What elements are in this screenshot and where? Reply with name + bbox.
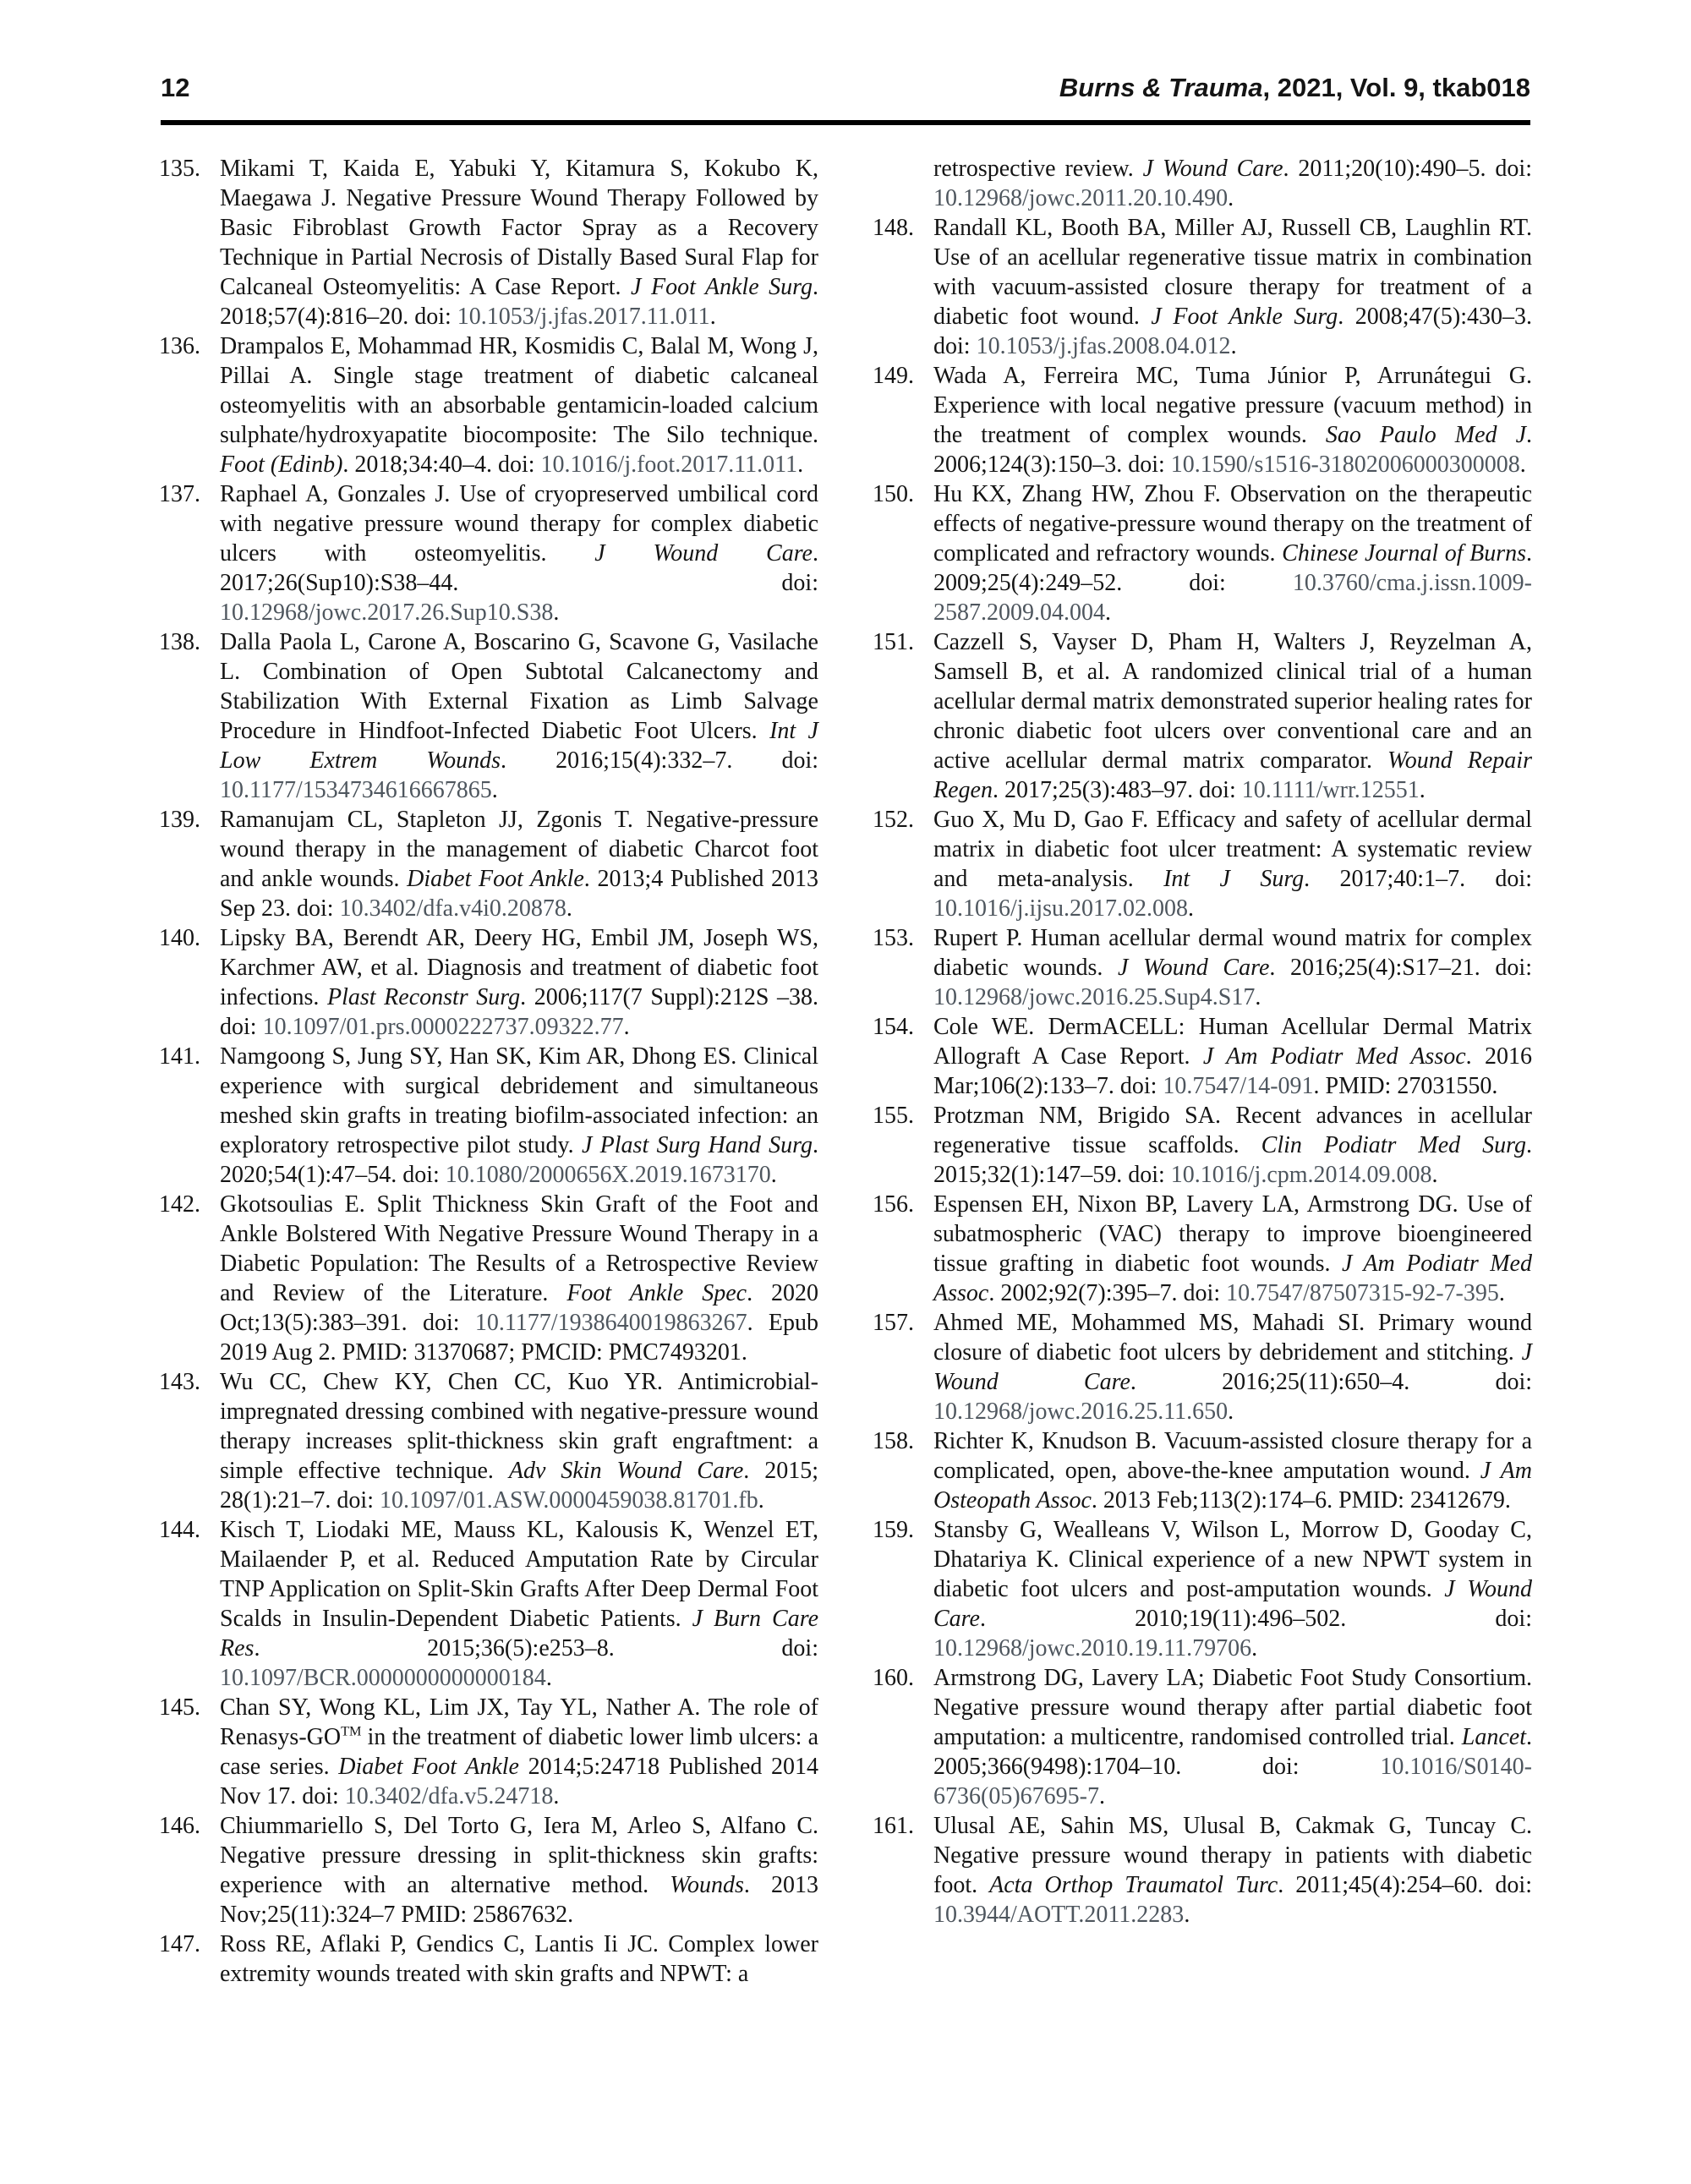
reference-segment: . 2008;47(5):430–3. doi: <box>933 304 1532 359</box>
reference-text <box>933 1515 1532 1663</box>
reference-segment: . <box>1098 1783 1105 1809</box>
journal-name: Lancet <box>1461 1724 1526 1750</box>
journal-name: Diabet Foot Ankle <box>338 1754 519 1780</box>
reference-segment: Ramanujam CL, Stapleton JJ, Zgonis T. Negative-pressure wound therapy in the management of diabetic Charcot foot and ankle wounds. <box>220 807 818 892</box>
journal-name: Int J Surg <box>1163 866 1305 892</box>
reference-segment: . <box>1188 895 1195 922</box>
journal-citation-info: , 2021, Vol. 9, tkab018 <box>1262 73 1530 102</box>
reference-item <box>873 923 1532 1012</box>
journal-name: J Wound Care <box>933 1576 1532 1632</box>
journal-name: Chinese Journal of Burns <box>1282 540 1526 567</box>
reference-segment: Kisch T, Liodaki ME, Mauss KL, Kalousis K, Wenzel ET, Mailaender P, et al. Reduced Amputation Rate by Circular TNP Application on Split-Skin Grafts After Deep Dermal Foot Scalds in Insulin-Dependent Diabetic Patients. <box>220 1517 818 1632</box>
reference-segment: Ahmed ME, Mohammed MS, Mahadi SI. Primary wound closure of diabetic foot ulcers by debridement and stitching. <box>933 1310 1532 1366</box>
journal-name: Int J Low Extrem Wounds <box>220 718 818 774</box>
reference-segment: Lipsky BA, Berendt AR, Deery HG, Embil JM, Joseph WS, Karchmer AW, et al. Diagnosis and treatment of diabetic foot infections. <box>220 925 818 1010</box>
reference-text <box>933 361 1532 479</box>
reference-segment: . <box>1105 599 1111 626</box>
reference-text <box>933 1426 1532 1515</box>
reference-segment: . 2010;19(11):496–502. doi: <box>979 1606 1532 1632</box>
running-head <box>1059 73 1530 103</box>
doi-link[interactable]: 10.1097/01.prs.0000222737.09322.77 <box>262 1014 624 1040</box>
reference-number: 154. <box>873 1014 914 1040</box>
reference-item <box>159 1190 818 1367</box>
reference-segment: . <box>1228 1399 1234 1425</box>
reference-text <box>933 1190 1532 1308</box>
reference-text <box>933 1308 1532 1426</box>
reference-item <box>873 805 1532 923</box>
reference-segment: . PMID: 27031550. <box>1313 1073 1498 1099</box>
reference-number: 152. <box>873 807 914 833</box>
reference-text <box>933 154 1532 213</box>
reference-text <box>220 1190 818 1367</box>
reference-segment: . <box>797 452 804 478</box>
reference-item <box>873 1663 1532 1811</box>
reference-text <box>220 1693 818 1811</box>
reference-number: 139. <box>159 807 200 833</box>
reference-number: 150. <box>873 481 914 507</box>
reference-text <box>933 923 1532 1012</box>
doi-link[interactable]: 10.1053/j.jfas.2008.04.012 <box>976 333 1231 359</box>
journal-title: Burns & Trauma <box>1059 73 1263 102</box>
reference-item <box>873 1811 1532 1929</box>
reference-segment: . 2020;54(1):47–54. doi: <box>220 1132 818 1188</box>
doi-link[interactable]: 10.3402/dfa.v4i0.20878 <box>339 895 566 922</box>
reference-columns <box>0 125 1691 1989</box>
doi-link[interactable]: 10.3760/cma.j.issn.1009-2587.2009.04.004 <box>933 570 1532 626</box>
doi-link[interactable]: 10.3944/AOTT.2011.2283 <box>933 1902 1185 1928</box>
doi-link[interactable]: 10.1016/S0140-6736(05)67695-7 <box>933 1754 1532 1809</box>
reference-segment: . <box>1431 1162 1438 1188</box>
reference-text <box>220 479 818 627</box>
doi-link[interactable]: 10.7547/14-091 <box>1163 1073 1314 1099</box>
reference-segment: . 2018;34:40–4. doi: <box>342 452 541 478</box>
reference-text <box>220 1929 818 1989</box>
reference-segment: Ross RE, Aflaki P, Gendics C, Lantis Ii JC. Complex lower extremity wounds treated with skin grafts and NPWT: a <box>220 1931 818 1987</box>
reference-segment: Stansby G, Wealleans V, Wilson L, Morrow D, Gooday C, Dhatariya K. Clinical experience of a new NPWT system in diabetic foot ulcers and post-amputation wounds. <box>933 1517 1532 1602</box>
reference-number: 145. <box>159 1694 200 1721</box>
reference-segment: Namgoong S, Jung SY, Han SK, Kim AR, Dhong ES. Clinical experience with surgical debridement and simultaneous meshed skin grafts in treating biofilm-associated infection: an exploratory retrospective pilot study. <box>220 1043 818 1158</box>
journal-name: Foot Ankle Spec <box>566 1280 747 1306</box>
reference-text <box>933 1811 1532 1929</box>
reference-item <box>159 154 818 331</box>
doi-link[interactable]: 10.1080/2000656X.2019.1673170 <box>445 1162 771 1188</box>
reference-segment: retrospective review. <box>933 156 1143 182</box>
doi-link[interactable]: 10.12968/jowc.2011.20.10.490 <box>933 185 1229 211</box>
reference-segment: Dalla Paola L, Carone A, Boscarino G, Scavone G, Vasilache L. Combination of Open Subtotal Calcanectomy and Stabilization With External Fixation as Limb Salvage Procedure in Hindfoot-Infected Diabetic Foot Ulcers. <box>220 629 818 744</box>
doi-link[interactable]: 10.1016/j.foot.2017.11.011 <box>540 452 798 478</box>
reference-segment: . <box>553 599 560 626</box>
reference-segment: Drampalos E, Mohammad HR, Kosmidis C, Balal M, Wong J, Pillai A. Single stage treatment of diabetic calcaneal osteomyelitis with an absorbable gentamicin-loaded calcium sulphate/hydroxyapatite biocomposite: The Silo technique. <box>220 333 818 448</box>
reference-text <box>220 1042 818 1190</box>
page-number: 12 <box>161 73 190 102</box>
reference-item <box>159 1811 818 1929</box>
reference-segment: . 2016 Mar;106(2):133–7. doi: <box>933 1043 1533 1099</box>
reference-number: 135. <box>159 156 200 182</box>
reference-item <box>873 1515 1532 1663</box>
reference-item <box>873 213 1532 361</box>
reference-segment: . <box>1228 185 1234 211</box>
reference-segment: . <box>758 1487 764 1513</box>
reference-segment: Guo X, Mu D, Gao F. Efficacy and safety of acellular dermal matrix in diabetic foot ulcer treatment: A systematic review and meta-analysis. <box>933 807 1532 892</box>
reference-text <box>933 627 1532 805</box>
journal-name: Plast Reconstr Surg <box>327 984 521 1010</box>
doi-link[interactable]: 10.12968/jowc.2016.25.11.650 <box>933 1399 1229 1425</box>
journal-name: J Foot Ankle Surg <box>1151 304 1338 330</box>
reference-segment: Gkotsoulias E. Split Thickness Skin Graft of the Foot and Ankle Bolstered With Negative Pressure Wound Therapy in a Diabetic Population: The Results of a Retrospective Review and Review of the Literature. <box>220 1191 818 1306</box>
reference-segment: . <box>1419 777 1426 803</box>
reference-number: 146. <box>159 1813 200 1839</box>
reference-text <box>220 1811 818 1929</box>
reference-text <box>933 479 1532 627</box>
reference-item <box>873 1426 1532 1515</box>
reference-text <box>933 805 1532 923</box>
reference-segment: . 2016;25(11):650–4. doi: <box>1130 1369 1532 1395</box>
reference-segment: . <box>553 1783 560 1809</box>
reference-segment: . 2005;366(9498):1704–10. doi: <box>933 1724 1532 1780</box>
reference-item <box>873 1101 1532 1190</box>
reference-item <box>159 479 818 627</box>
journal-name: Foot (Edinb) <box>220 452 343 478</box>
journal-name: J Wound Care <box>933 1339 1532 1395</box>
reference-segment: Espensen EH, Nixon BP, Lavery LA, Armstrong DG. Use of subatmospheric (VAC) therapy to improve bioengineered tissue grafting in diabetic foot wounds. <box>933 1191 1532 1277</box>
reference-segment: . 2015;36(5):e253–8. doi: <box>254 1635 818 1661</box>
reference-item <box>159 1367 818 1515</box>
journal-name: J Am Osteopath Assoc <box>933 1458 1532 1513</box>
reference-text <box>220 1515 818 1693</box>
reference-segment: . <box>770 1162 777 1188</box>
reference-segment: . 2013 Nov;25(11):324–7 PMID: 25867632. <box>220 1872 818 1928</box>
reference-segment: . <box>1498 1280 1505 1306</box>
reference-segment: . Epub 2019 Aug 2. PMID: 31370687; PMCID: PMC7493201. <box>220 1310 818 1366</box>
reference-item <box>873 1190 1532 1308</box>
reference-segment: . <box>545 1665 552 1691</box>
journal-name: Wounds <box>670 1872 744 1898</box>
reference-number: 138. <box>159 629 200 655</box>
reference-number: 155. <box>873 1103 914 1129</box>
journal-name: Sao Paulo Med J <box>1325 422 1526 448</box>
references-left-column <box>159 154 818 1989</box>
doi-link[interactable]: 10.1016/j.cpm.2014.09.008 <box>1170 1162 1432 1188</box>
reference-text <box>933 1663 1532 1811</box>
doi-link[interactable]: 10.1097/BCR.0000000000000184 <box>220 1665 546 1691</box>
doi-link[interactable]: 10.1590/s1516-31802006000300008 <box>1170 452 1520 478</box>
reference-segment: . 2013;4 Published 2013 Sep 23. doi: <box>220 866 818 922</box>
reference-item <box>159 805 818 923</box>
journal-name: J Foot Ankle Surg <box>631 274 813 300</box>
reference-segment: . 2016;15(4):332–7. doi: <box>500 747 819 774</box>
reference-number: 149. <box>873 363 914 389</box>
journal-name: Wound Repair Regen <box>933 747 1532 803</box>
reference-item <box>873 627 1532 805</box>
reference-number: 153. <box>873 925 914 951</box>
reference-segment: . <box>491 777 498 803</box>
reference-segment: . 2006;124(3):150–3. doi: <box>933 422 1532 478</box>
reference-item <box>159 923 818 1042</box>
reference-segment: . 2013 Feb;113(2):174–6. PMID: 23412679. <box>1091 1487 1511 1513</box>
reference-number: 151. <box>873 629 914 655</box>
reference-text <box>933 213 1532 361</box>
journal-name: J Wound Care <box>1118 955 1270 981</box>
reference-item <box>159 1929 818 1989</box>
doi-link[interactable]: 10.12968/jowc.2017.26.Sup10.S38 <box>220 599 554 626</box>
reference-segment: Ulusal AE, Sahin MS, Ulusal B, Cakmak G, Tuncay C. Negative pressure wound therapy in patients with diabetic foot. <box>933 1813 1532 1898</box>
reference-segment: . 2011;45(4):254–60. doi: <box>1278 1872 1532 1898</box>
reference-segment: Chan SY, Wong KL, Lim JX, Tay YL, Nather A. The role of Renasys-GO <box>220 1694 818 1750</box>
reference-number: 159. <box>873 1517 914 1543</box>
reference-segment: Protzman NM, Brigido SA. Recent advances in acellular regenerative tissue scaffolds. <box>933 1103 1532 1158</box>
journal-name: Adv Skin Wound Care <box>508 1458 744 1484</box>
reference-segment: Wada A, Ferreira MC, Tuma Júnior P, Arrunátegui G. Experience with local negative pressure (vacuum method) in the treatment of complex wounds. <box>933 363 1532 448</box>
reference-segment: . <box>566 895 572 922</box>
reference-number: 144. <box>159 1517 200 1543</box>
reference-segment: Chiummariello S, Del Torto G, Iera M, Arleo S, Alfano C. Negative pressure dressing in split-thickness skin grafts: experience with an alternative method. <box>220 1813 818 1898</box>
reference-text <box>220 805 818 923</box>
reference-segment: Cazzell S, Vayser D, Pham H, Walters J, Reyzelman A, Samsell B, et al. A randomized clinical trial of a human acellular dermal matrix demonstrated superior healing rates for chronic diabetic foot ulcers over conventional care and an active acellular dermal matrix comparator. <box>933 629 1532 774</box>
reference-segment: Mikami T, Kaida E, Yabuki Y, Kitamura S, Kokubo K, Maegawa J. Negative Pressure Wound Therapy Followed by Basic Fibroblast Growth Factor Spray as a Recovery Technique in Partial Necrosis of Distally Based Sural Flap for Calcaneal Osteomyelitis: A Case Report. <box>220 156 818 300</box>
reference-segment: Armstrong DG, Lavery LA; Diabetic Foot Study Consortium. Negative pressure wound therapy after partial diabetic foot amputation: a multicentre, randomised controlled trial. <box>933 1665 1532 1750</box>
reference-number: 160. <box>873 1665 914 1691</box>
reference-segment: . 2020 Oct;13(5):383–391. doi: <box>220 1280 818 1336</box>
journal-name: Clin Podiatr Med Surg <box>1261 1132 1526 1158</box>
reference-item <box>873 479 1532 627</box>
reference-text <box>220 627 818 805</box>
reference-segment: . 2017;26(Sup10):S38–44. doi: <box>220 540 818 596</box>
reference-number: 161. <box>873 1813 914 1839</box>
reference-segment: . <box>1255 984 1261 1010</box>
reference-number: 143. <box>159 1369 200 1395</box>
reference-segment: . 2018;57(4):816–20. doi: <box>220 274 818 330</box>
reference-segment: Hu KX, Zhang HW, Zhou F. Observation on the therapeutic effects of negative-pressure wound therapy on the treatment of complicated and refractory wounds. <box>933 481 1532 567</box>
reference-item <box>159 1042 818 1190</box>
reference-segment: . 2017;40:1–7. doi: <box>1304 866 1532 892</box>
reference-item <box>159 331 818 479</box>
reference-segment: . <box>1184 1902 1190 1928</box>
reference-number: 147. <box>159 1931 200 1957</box>
reference-segment: . 2002;92(7):395–7. doi: <box>988 1280 1227 1306</box>
doi-link[interactable]: 10.7547/87507315-92-7-395 <box>1226 1280 1499 1306</box>
reference-text <box>220 154 818 331</box>
reference-segment: . <box>1251 1635 1258 1661</box>
reference-segment: . 2011;20(10):490–5. doi: <box>1283 156 1532 182</box>
reference-segment: . 2009;25(4):249–52. doi: <box>933 540 1532 596</box>
journal-name: Acta Orthop Traumatol Turc <box>989 1872 1278 1898</box>
reference-text <box>220 331 818 479</box>
doi-link[interactable]: 10.12968/jowc.2016.25.Sup4.S17 <box>933 984 1256 1010</box>
doi-link[interactable]: 10.1097/01.ASW.0000459038.81701.fb <box>380 1487 758 1513</box>
doi-link[interactable]: 10.3402/dfa.v5.24718 <box>344 1783 554 1809</box>
journal-name: J Wound Care <box>594 540 813 567</box>
reference-item <box>873 361 1532 479</box>
reference-number: 158. <box>873 1428 914 1454</box>
reference-segment: Cole WE. DermACELL: Human Acellular Dermal Matrix Allograft A Case Report. <box>933 1014 1532 1070</box>
reference-segment: . <box>1519 452 1526 478</box>
reference-text <box>933 1012 1532 1101</box>
journal-name: J Burn Care Res <box>220 1606 818 1661</box>
doi-link[interactable]: 10.1053/j.jfas.2017.11.011 <box>457 304 710 330</box>
journal-name: J Wound Care <box>1142 156 1283 182</box>
reference-item <box>159 1515 818 1693</box>
reference-number: 136. <box>159 333 200 359</box>
reference-text <box>933 1101 1532 1190</box>
reference-number: 142. <box>159 1191 200 1218</box>
doi-link[interactable]: 10.1177/1534734616667865 <box>220 777 492 803</box>
journal-name: J Plast Surg Hand Surg <box>581 1132 813 1158</box>
reference-segment: Wu CC, Chew KY, Chen CC, Kuo YR. Antimicrobial-impregnated dressing combined with negative-pressure wound therapy increases split-thickness skin graft engraftment: a simple effective technique. <box>220 1369 818 1484</box>
reference-segment: . 2016;25(4):S17–21. doi: <box>1269 955 1532 981</box>
page-header <box>0 0 1691 103</box>
reference-number: 137. <box>159 481 200 507</box>
reference-text <box>220 1367 818 1515</box>
references-right-column <box>873 154 1532 1989</box>
reference-segment: in the treatment of diabetic lower limb ulcers: a case series. <box>220 1724 818 1780</box>
trademark-symbol: TM <box>341 1723 362 1739</box>
reference-segment: Raphael A, Gonzales J. Use of cryopreserved umbilical cord with negative pressure wound therapy for complex diabetic ulcers with osteomyelitis. <box>220 481 818 567</box>
reference-item <box>873 1012 1532 1101</box>
reference-number: 140. <box>159 925 200 951</box>
doi-link[interactable]: 10.1016/j.ijsu.2017.02.008 <box>933 895 1189 922</box>
journal-name: J Am Podiatr Med Assoc <box>933 1251 1532 1306</box>
doi-link[interactable]: 10.12968/jowc.2010.19.11.79706 <box>933 1635 1252 1661</box>
reference-segment: Rupert P. Human acellular dermal wound matrix for complex diabetic wounds. <box>933 925 1532 981</box>
reference-item <box>159 1693 818 1811</box>
doi-link[interactable]: 10.1111/wrr.12551 <box>1241 777 1420 803</box>
reference-item <box>873 1308 1532 1426</box>
journal-name: J Am Podiatr Med Assoc <box>1202 1043 1466 1070</box>
reference-segment: . 2017;25(3):483–97. doi: <box>992 777 1242 803</box>
doi-link[interactable]: 10.1177/1938640019863267 <box>474 1310 747 1336</box>
journal-name: Diabet Foot Ankle <box>407 866 584 892</box>
reference-segment: 2014;5:24718 Published 2014 Nov 17. doi: <box>220 1754 818 1809</box>
reference-segment: . 2015;32(1):147–59. doi: <box>933 1132 1532 1188</box>
reference-number: 141. <box>159 1043 200 1070</box>
reference-segment: Randall KL, Booth BA, Miller AJ, Russell CB, Laughlin RT. Use of an acellular regenerative tissue matrix in combination with vacuum-assisted closure therapy for treatment of a diabetic foot wound. <box>933 215 1532 330</box>
reference-segment: . <box>1230 333 1237 359</box>
reference-number: 148. <box>873 215 914 241</box>
reference-segment: . 2015; 28(1):21–7. doi: <box>220 1458 819 1513</box>
reference-item <box>159 627 818 805</box>
reference-number: 157. <box>873 1310 914 1336</box>
reference-segment: . <box>709 304 716 330</box>
reference-item <box>873 154 1532 213</box>
reference-number: 156. <box>873 1191 914 1218</box>
reference-text <box>220 923 818 1042</box>
reference-segment: . <box>623 1014 630 1040</box>
reference-segment: . 2006;117(7 Suppl):212S –38. doi: <box>220 984 818 1040</box>
reference-segment: Richter K, Knudson B. Vacuum-assisted closure therapy for a complicated, open, above-the-knee amputation wound. <box>933 1428 1532 1484</box>
